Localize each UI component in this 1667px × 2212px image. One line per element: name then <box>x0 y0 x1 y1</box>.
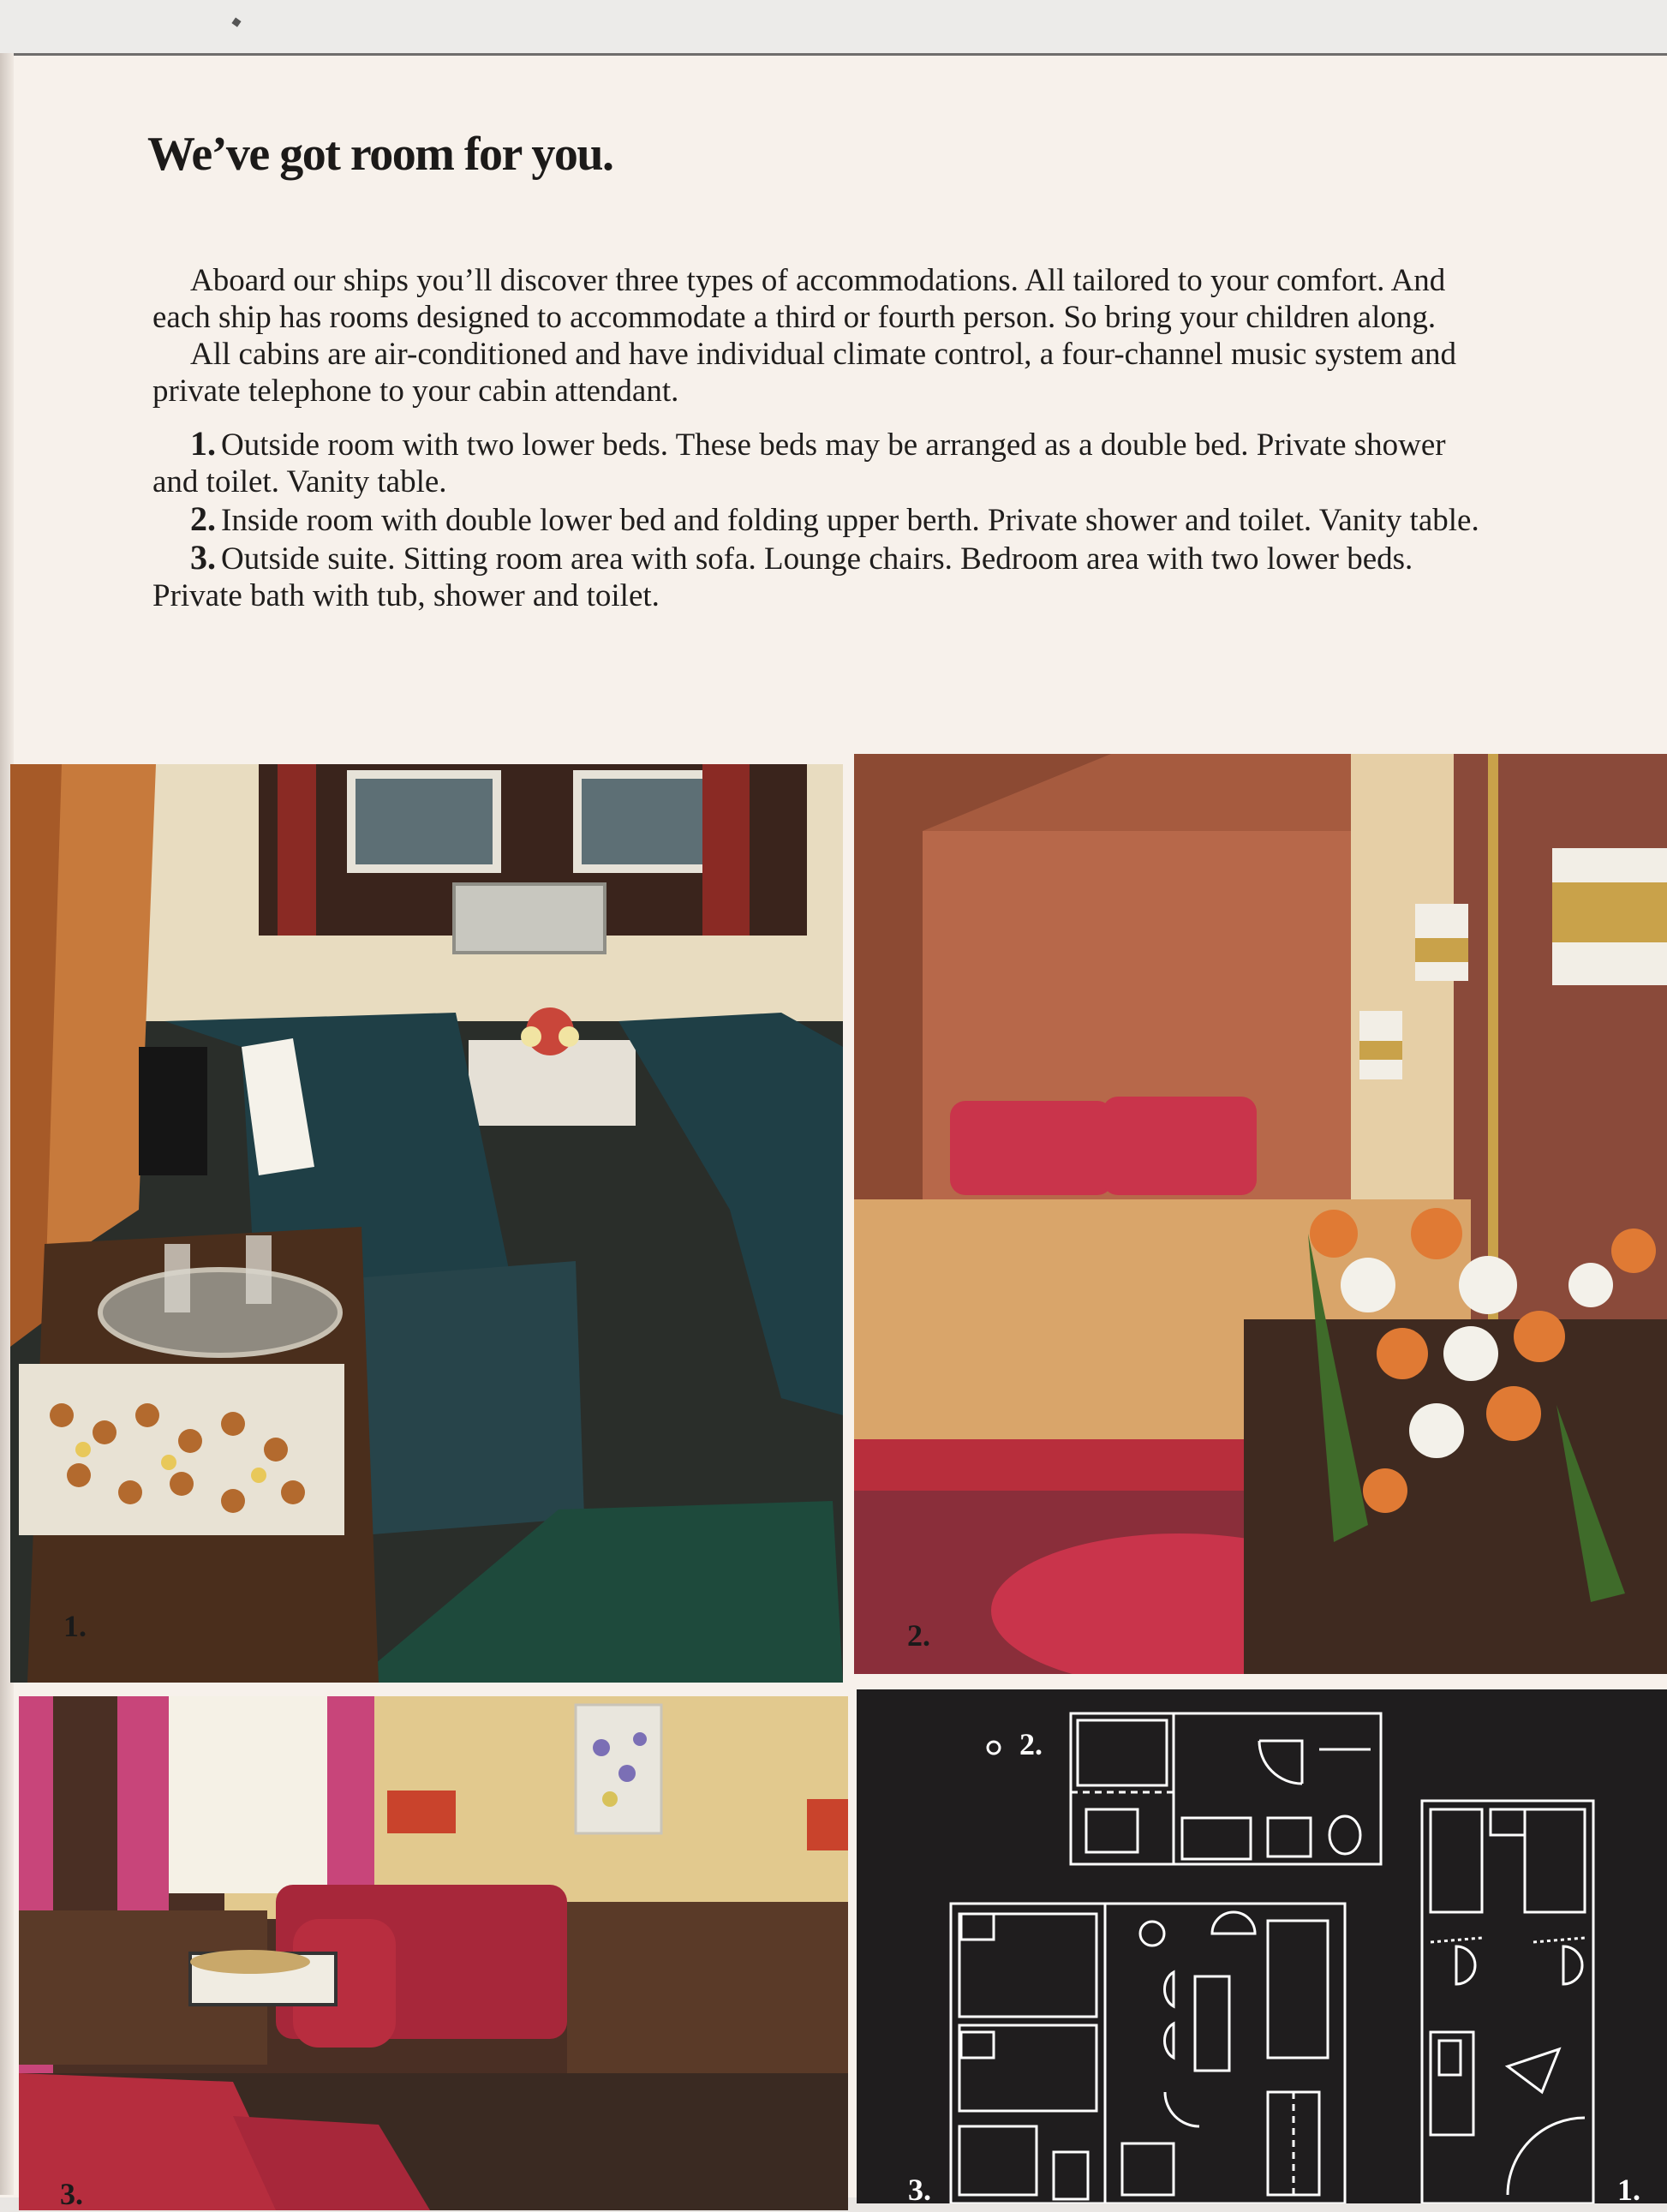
intro-paragraph-1: Aboard our ships you’ll discover three types of accommodations. All tailored to your comfort. And each ship has rooms designed to accommodate a third or fourth person. So bring your children along. <box>152 263 1446 335</box>
floor-plan-label-2: 2. <box>1019 1727 1043 1761</box>
room-type-text: Outside room with two lower beds. These beds may be arranged as a double bed. Private shower and toilet. Vanity table. <box>152 427 1446 499</box>
floor-plan-label-3: 3. <box>908 2173 931 2203</box>
photo-inside-room-caption: 2. <box>907 1618 930 1653</box>
body-text <box>152 262 1489 614</box>
room-types-list <box>152 425 1489 614</box>
room-type-number: 2. <box>190 499 216 538</box>
room-type-2 <box>152 500 1489 539</box>
photo-outside-suite-caption: 3. <box>60 2177 83 2211</box>
room-type-3 <box>152 539 1489 614</box>
photo-outside-suite <box>19 1696 848 2210</box>
photo-outside-room <box>10 764 843 1683</box>
room-type-text: Inside room with double lower bed and folding upper berth. Private shower and toilet. Vanity table. <box>221 503 1479 538</box>
room-type-number: 3. <box>190 538 216 577</box>
photo-outside-suite-illustration <box>19 1696 848 2210</box>
intro-paragraph-2: All cabins are air-conditioned and have individual climate control, a four-channel music system and private telephone to your cabin attendant. <box>152 337 1457 409</box>
photo-outside-room-illustration <box>10 764 843 1683</box>
page-heading: We’ve got room for you. <box>147 128 613 181</box>
floor-plan-drawing <box>857 1689 1667 2203</box>
floor-plan-label-1: 1. <box>1617 2173 1640 2203</box>
room-type-number: 1. <box>190 424 216 463</box>
cabin-floor-plans <box>857 1689 1667 2203</box>
scan-top-margin <box>0 0 1667 60</box>
photo-inside-room-illustration <box>854 754 1667 1674</box>
photo-outside-room-caption: 1. <box>63 1609 87 1643</box>
scan-mark <box>231 17 241 27</box>
room-type-text: Outside suite. Sitting room area with sofa. Lounge chairs. Bedroom area with two lower beds. Private bath with tub, shower and toilet. <box>152 541 1413 613</box>
photo-inside-room <box>854 754 1667 1674</box>
room-type-1 <box>152 425 1489 500</box>
